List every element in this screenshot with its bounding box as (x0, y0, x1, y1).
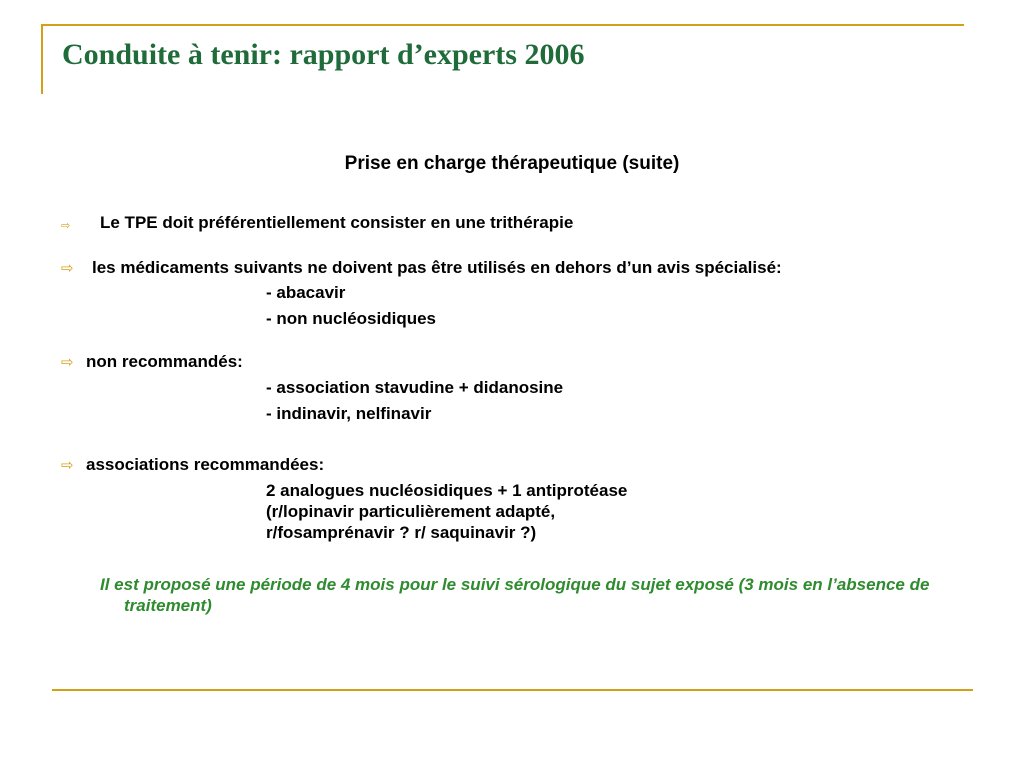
slide-subtitle: Prise en charge thérapeutique (suite) (344, 153, 680, 174)
sub-item: - association stavudine + didanosine (266, 378, 564, 397)
side-divider (41, 24, 43, 94)
sub-item: r/fosamprénavir ? r/ saquinavir ?) (266, 523, 537, 542)
right-arrow-outline-icon: ⇨ (61, 219, 71, 232)
followup-note: Il est proposé une période de 4 mois pour le suivi sérologique du sujet exposé (3 mois en l’absence de traitement) (100, 575, 930, 615)
right-arrow-outline-icon: ⇨ (61, 259, 74, 277)
sub-item: - abacavir (266, 283, 346, 302)
sub-item: (r/lopinavir particulièrement adapté, (266, 502, 556, 521)
bullet-item: associations recommandées: (86, 455, 325, 474)
bottom-divider (52, 689, 973, 691)
sub-item: 2 analogues nucléosidiques + 1 antiprotéase (266, 481, 628, 500)
bullet-item: Le TPE doit préférentiellement consister en une trithérapie (100, 213, 574, 232)
sub-item: - non nucléosidiques (266, 309, 437, 328)
top-divider (41, 24, 964, 26)
slide-title: Conduite à tenir: rapport d’experts 2006 (62, 38, 585, 71)
right-arrow-outline-icon: ⇨ (61, 353, 74, 371)
right-arrow-outline-icon: ⇨ (61, 456, 74, 474)
bullet-item: non recommandés: (86, 352, 243, 371)
sub-item: - indinavir, nelfinavir (266, 404, 432, 423)
bullet-item: les médicaments suivants ne doivent pas être utilisés en dehors d’un avis spécialisé: (92, 258, 782, 277)
